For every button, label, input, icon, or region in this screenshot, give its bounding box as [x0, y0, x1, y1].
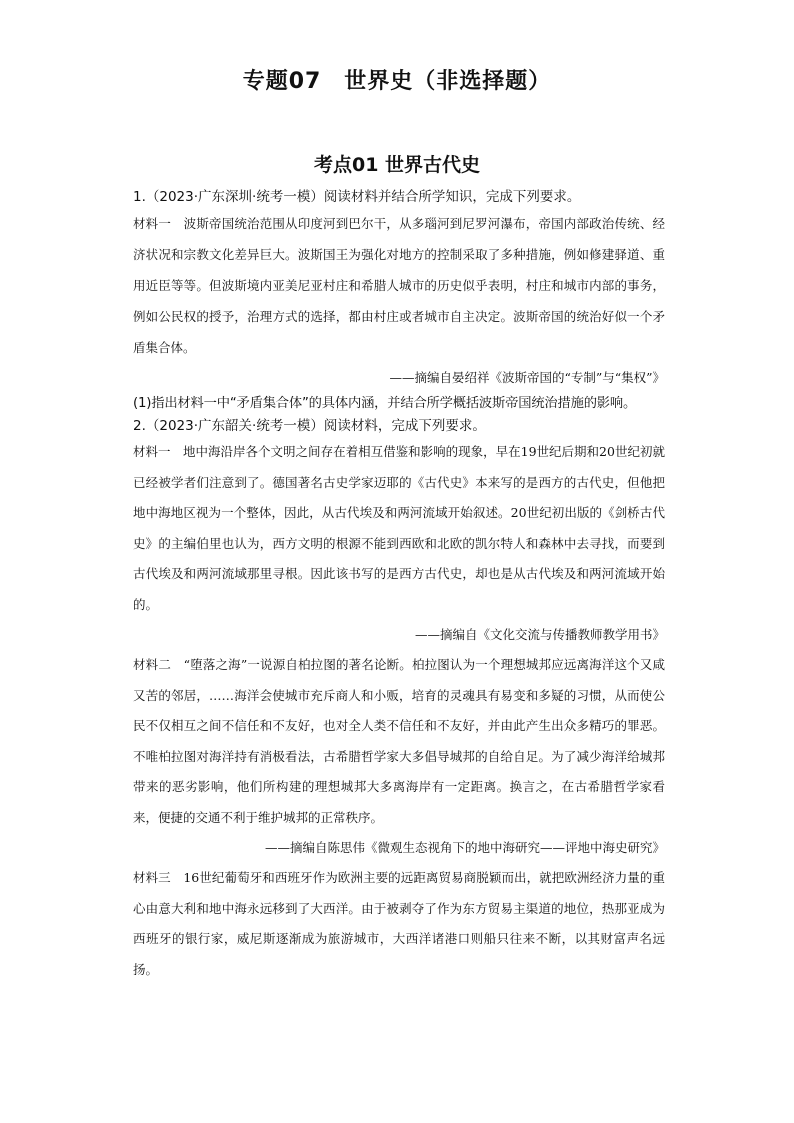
document-body [133, 186, 665, 985]
material-source: ——摘编自晏绍祥《波斯帝国的“专制”与“集权”》 [389, 370, 665, 385]
document-title: 专题07 世界史（非选择题） [242, 69, 552, 94]
material-source: ——摘编自陈思伟《微观生态视角下的地中海研究——评地中海史研究》 [264, 840, 665, 855]
question-stem: 2.（2023·广东韶关·统考一模）阅读材料，完成下列要求。 [133, 418, 486, 434]
material-paragraph: 材料一 地中海沿岸各个文明之间存在着相互借鉴和影响的现象，早在19世纪后期和20世纪初就已经被学者们注意到了。德国著名古史学家迈耶的《古代史》本来写的是西方的古代史，但他把地中海地区视为一个整体，因此，从古代埃及和两河流域开始叙述。20世纪初出版的《剑桥古代史》的主编伯里也认为，西方文明的根源不能到西欧和北欧的凯尔特人和森林中去寻找，而要到古代埃及和两河流域那里寻根。因此该书写的是西方古代史，却也是从古代埃及和两河流域开始的。 [133, 444, 665, 612]
sub-question: (1)指出材料一中“矛盾集合体”的具体内涵，并结合所学概括波斯帝国统治措施的影响。 [133, 396, 637, 411]
material-paragraph: 材料一 波斯帝国统治范围从印度河到巴尔干，从多瑙河到尼罗河瀑布，帝国内部政治传统、经济状况和宗教文化差异巨大。波斯国王为强化对地方的控制采取了多种措施，例如修建驿道、重用近臣等等。但波斯境内亚美尼亚村庄和希腊人城市的历史似乎表明，村庄和城市内部的事务，例如公民权的授予，治理方式的选择，都由村庄或者城市自主决定。波斯帝国的统治好似一个矛盾集合体。 [133, 216, 665, 355]
material-paragraph: 材料二 “堕落之海”一说源自柏拉图的著名论断。柏拉图认为一个理想城邦应远离海洋这个又咸又苦的邻居，……海洋会使城市充斥商人和小贩，培育的灵魂具有易变和多疑的习惯，从而使公民不仅相互之间不信任和不友好，也对全人类不信任和不友好，并由此产生出众多精巧的罪恶。不唯柏拉图对海洋持有消极看法，古希腊哲学家大多倡导城邦的自给自足。为了减少海洋给城邦带来的恶劣影响，他们所构建的理想城邦大多离海岸有一定距离。换言之，在古希腊哲学家看来，便捷的交通不利于维护城邦的正常秩序。 [133, 657, 665, 825]
section-title: 考点01 世界古代史 [313, 154, 481, 176]
material-source: ——摘编自《文化交流与传播教师教学用书》 [414, 627, 665, 642]
question-stem: 1.（2023·广东深圳·统考一模）阅读材料并结合所学知识，完成下列要求。 [133, 189, 581, 205]
material-paragraph: 材料三 16世纪葡萄牙和西班牙作为欧洲主要的远距离贸易商脱颖而出，就把欧洲经济力量的重心由意大利和地中海永远移到了大西洋。由于被剥夺了作为东方贸易主渠道的地位，热那亚成为西班牙的银行家，威尼斯逐渐成为旅游城市，大西洋诸港口则船只往来不断，以其财富声名远扬。 [133, 870, 665, 977]
